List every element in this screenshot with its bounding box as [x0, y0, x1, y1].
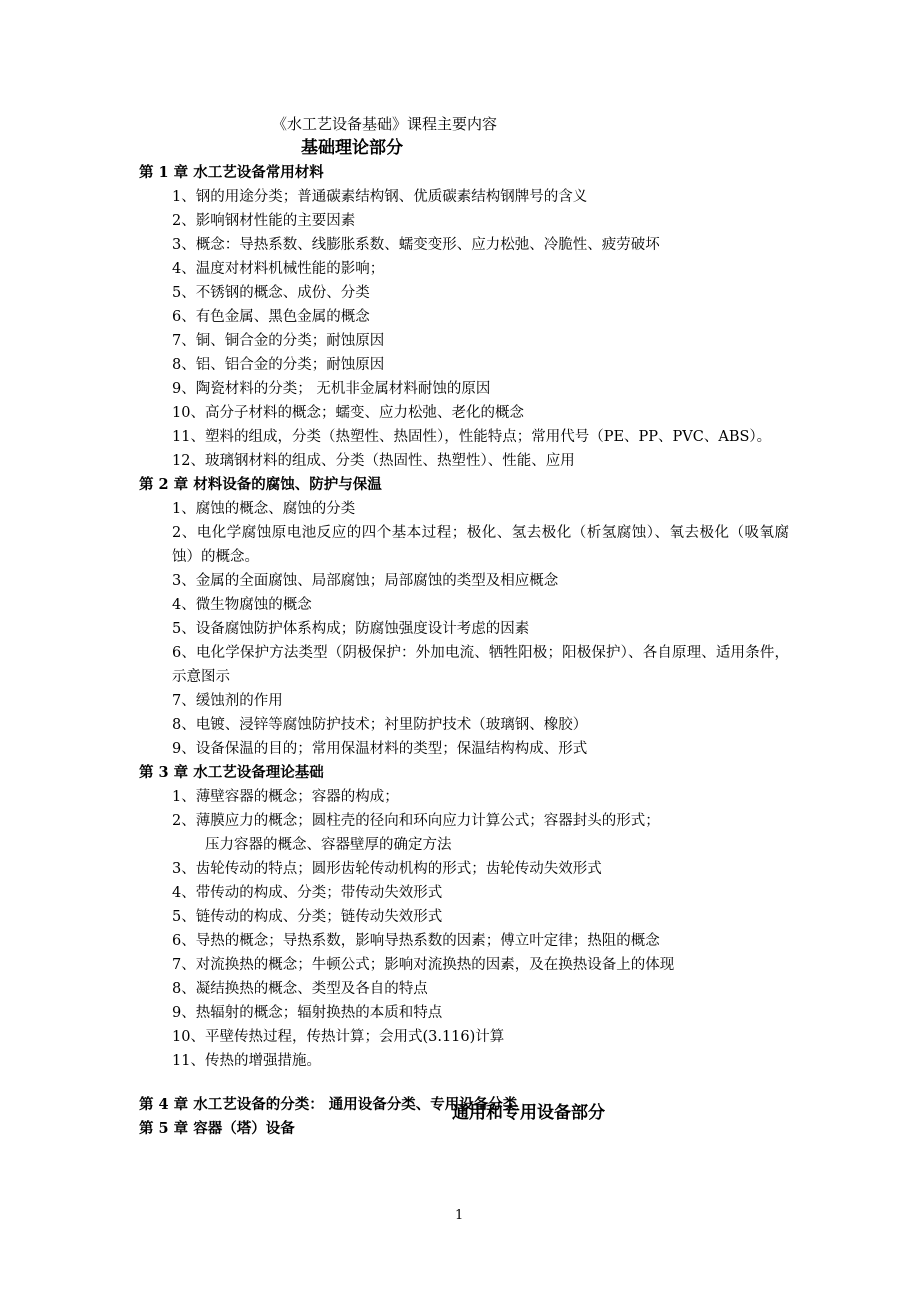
page-number: 1 — [455, 1208, 464, 1223]
list-item: 1、薄壁容器的概念；容器的构成； — [172, 789, 399, 805]
list-item: 3、金属的全面腐蚀、局部腐蚀；局部腐蚀的类型及相应概念 — [172, 573, 559, 589]
chapter-1-heading: 第 1 章 水工艺设备常用材料 — [139, 164, 324, 181]
list-item: 1、钢的用途分类；普通碳素结构钢、优质碳素结构钢牌号的含义 — [172, 189, 588, 205]
list-item: 5、设备腐蚀防护体系构成；防腐蚀强度设计考虑的因素 — [172, 621, 530, 637]
list-item: 8、电镀、浸锌等腐蚀防护技术；衬里防护技术（玻璃钢、橡胶） — [172, 717, 588, 733]
list-item: 10、平壁传热过程，传热计算；会用式(3.116)计算 — [172, 1029, 505, 1045]
list-item: 4、微生物腐蚀的概念 — [172, 597, 312, 613]
list-item: 4、带传动的构成、分类；带传动失效形式 — [172, 885, 443, 901]
list-item: 7、缓蚀剂的作用 — [172, 693, 283, 709]
list-item: 3、齿轮传动的特点；圆形齿轮传动机构的形式；齿轮传动失效形式 — [172, 861, 602, 877]
list-item: 9、设备保温的目的；常用保温材料的类型；保温结构构成、形式 — [172, 741, 588, 757]
part-heading-general-special-equipment: 通用和专用设备部分 — [452, 1103, 605, 1123]
chapter-list — [139, 161, 789, 1141]
list-item: 1、腐蚀的概念、腐蚀的分类 — [172, 501, 356, 517]
list-item: 8、铝、铝合金的分类；耐蚀原因 — [172, 357, 385, 373]
list-item: 11、传热的增强措施。 — [172, 1053, 321, 1069]
chapter-5-heading: 第 5 章 容器（塔）设备 — [139, 1120, 295, 1137]
list-item-continuation: 压力容器的概念、容器壁厚的确定方法 — [205, 837, 452, 853]
list-item: 2、薄膜应力的概念；圆柱壳的径向和环向应力计算公式；容器封头的形式； — [172, 813, 660, 829]
list-item: 6、电化学保护方法类型（阴极保护：外加电流、牺牲阳极；阳极保护）、各自原理、适用条件，示意图示 — [172, 645, 789, 685]
chapter-2-heading: 第 2 章 材料设备的腐蚀、防护与保温 — [139, 476, 382, 493]
list-item: 6、导热的概念；导热系数，影响导热系数的因素；傅立叶定律；热阻的概念 — [172, 933, 660, 949]
list-item: 3、概念：导热系数、线膨胀系数、蠕变变形、应力松弛、冷脆性、疲劳破坏 — [172, 237, 660, 253]
list-item: 7、对流换热的概念；牛顿公式；影响对流换热的因素，及在换热设备上的体现 — [172, 957, 675, 973]
chapter-4-heading: 第 4 章 水工艺设备的分类： 通用设备分类、专用设备分类 — [139, 1096, 518, 1113]
list-item: 10、高分子材料的概念；蠕变、应力松弛、老化的概念 — [172, 405, 524, 421]
part-heading-basic-theory: 基础理论部分 — [301, 138, 403, 158]
list-item: 7、铜、铜合金的分类；耐蚀原因 — [172, 333, 385, 349]
document-title: 《水工艺设备基础》课程主要内容 — [272, 115, 498, 133]
list-item: 5、链传动的构成、分类；链传动失效形式 — [172, 909, 443, 925]
list-item: 9、热辐射的概念；辐射换热的本质和特点 — [172, 1005, 443, 1021]
list-item: 6、有色金属、黑色金属的概念 — [172, 309, 370, 325]
list-item: 8、凝结换热的概念、类型及各自的特点 — [172, 981, 428, 997]
list-item: 4、温度对材料机械性能的影响； — [172, 261, 385, 277]
section-spacer — [139, 1073, 789, 1093]
list-item: 12、玻璃钢材料的组成、分类（热固性、热塑性）、性能、应用 — [172, 453, 575, 469]
list-item: 5、不锈钢的概念、成份、分类 — [172, 285, 370, 301]
list-item: 2、影响钢材性能的主要因素 — [172, 213, 356, 229]
list-item: 9、陶瓷材料的分类； 无机非金属材料耐蚀的原因 — [172, 381, 491, 397]
chapter-3-heading: 第 3 章 水工艺设备理论基础 — [139, 764, 324, 781]
list-item: 11、塑料的组成，分类（热塑性、热固性），性能特点；常用代号（PE、PP、PVC、ABS）。 — [172, 429, 772, 445]
list-item: 2、电化学腐蚀原电池反应的四个基本过程；极化、氢去极化（析氢腐蚀）、氧去极化（吸氧腐蚀）的概念。 — [172, 525, 789, 565]
